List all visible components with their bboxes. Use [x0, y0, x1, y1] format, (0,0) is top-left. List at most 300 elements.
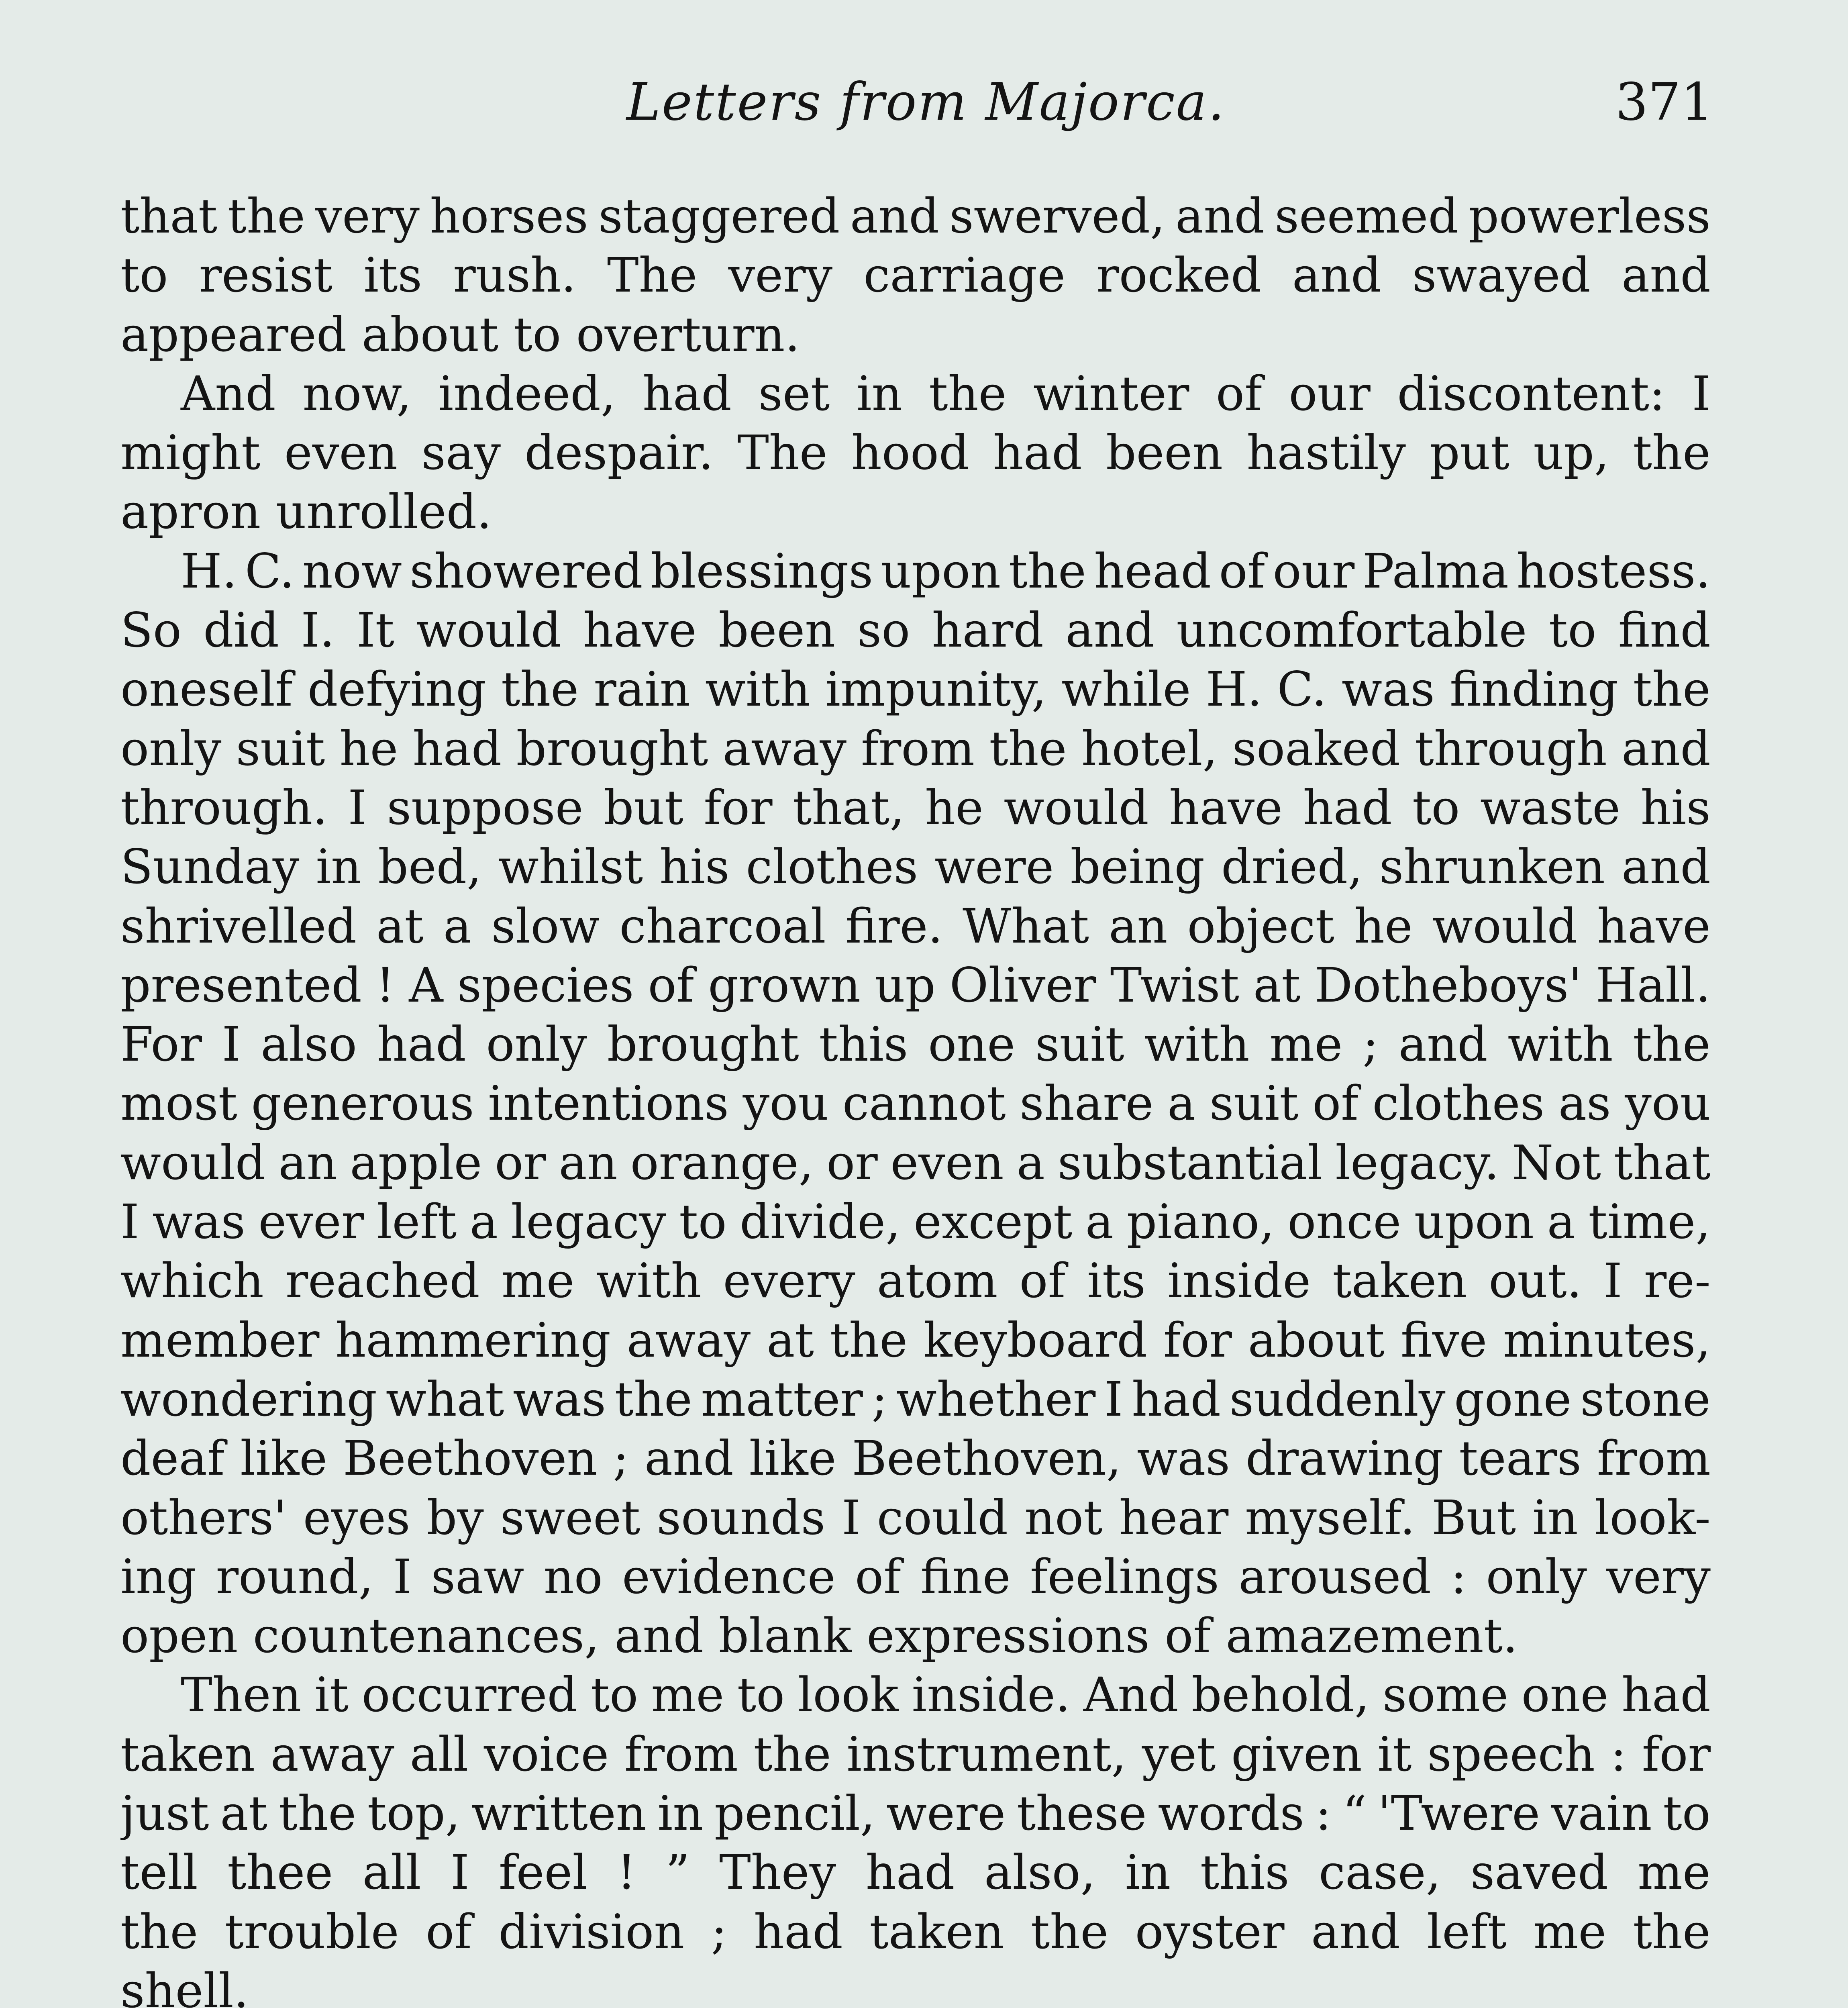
word: he [1354, 898, 1413, 954]
word: dried, [1221, 839, 1363, 895]
word: with [1144, 1016, 1250, 1072]
word: a [469, 1194, 498, 1250]
word: I [393, 1549, 412, 1604]
word: the [1030, 1904, 1109, 1959]
word: rain [594, 661, 690, 717]
word: of [1219, 543, 1265, 599]
word: myself. [1245, 1490, 1415, 1545]
word: Beethoven [343, 1430, 598, 1486]
word: impunity, [825, 661, 1047, 717]
word: apple [350, 1135, 482, 1190]
word: hostess. [1516, 543, 1711, 599]
text-line [120, 1902, 1711, 1961]
word: So [120, 602, 182, 658]
word: the [989, 720, 1067, 776]
word: been [718, 602, 836, 658]
word: I [1692, 365, 1711, 421]
word: object [1187, 898, 1334, 954]
word: Beethoven, [852, 1430, 1122, 1486]
word: : [1450, 1549, 1467, 1604]
word: I. [301, 602, 335, 658]
word: Not [1512, 1135, 1601, 1190]
word: speech [1427, 1726, 1595, 1782]
word: at [767, 1312, 814, 1368]
word: was [1137, 1430, 1230, 1486]
word: the [830, 1312, 908, 1368]
text-line: apron unrolled. [120, 484, 492, 540]
word: even [890, 1135, 1004, 1190]
word: sounds [657, 1490, 826, 1545]
word: whether [896, 1371, 1096, 1427]
word: a [1547, 1194, 1575, 1250]
word: whilst [498, 839, 643, 895]
word: me [1269, 1016, 1343, 1072]
word: all [362, 1845, 421, 1900]
word: its [363, 247, 422, 303]
word: and [1622, 839, 1711, 895]
text-line [120, 187, 1711, 246]
word: an [559, 1135, 618, 1190]
word: feel [498, 1845, 588, 1900]
text-line: shell. [120, 1963, 249, 2008]
word: had [1132, 1371, 1221, 1427]
word: fine [920, 1549, 1011, 1604]
word: and [1398, 1016, 1488, 1072]
word: to [1412, 780, 1460, 835]
word: to [120, 247, 168, 303]
word: suit [236, 720, 325, 776]
word: of [648, 957, 694, 1013]
word: from [624, 1726, 738, 1782]
word: with [596, 1253, 702, 1309]
word: also [261, 1016, 357, 1072]
word: a [1167, 1075, 1196, 1131]
word: matter [701, 1371, 863, 1427]
word: ing [120, 1549, 197, 1604]
word: in [657, 1786, 704, 1841]
word: charcoal [619, 898, 826, 954]
word: once [1287, 1194, 1401, 1250]
word: in [856, 365, 902, 421]
word: hastily [1246, 425, 1406, 481]
word: division [498, 1904, 685, 1959]
text-line [120, 542, 1711, 601]
word: me [651, 1667, 724, 1723]
word: brought [516, 720, 708, 776]
word: drawing [1245, 1430, 1444, 1486]
word: clothes [746, 839, 918, 895]
word: Twist [1110, 957, 1239, 1013]
word: C. [1277, 661, 1327, 717]
text-line: open countenances, and blank expressions of amazement. [120, 1608, 1518, 1664]
word: 'Twere [1378, 1786, 1540, 1841]
word: substantial [1057, 1135, 1323, 1190]
word: the [501, 661, 579, 717]
word: upon [881, 543, 1001, 599]
word: the [278, 1786, 357, 1841]
word: at [1253, 957, 1301, 1013]
word: cannot [842, 1075, 1006, 1131]
text-line [120, 1843, 1711, 1902]
word: for [704, 780, 773, 835]
word: horses [430, 188, 588, 244]
word: or [826, 1135, 878, 1190]
word: this [1200, 1845, 1289, 1900]
word: sweet [500, 1490, 640, 1545]
text-line [120, 1015, 1711, 1074]
word: intentions [488, 1075, 729, 1131]
word: ; [613, 1430, 629, 1486]
text-line [120, 1784, 1711, 1843]
word: and [850, 188, 939, 244]
word: inside [1167, 1253, 1311, 1309]
body-text [120, 187, 1711, 2008]
word: minutes, [1503, 1312, 1711, 1368]
word: yet [1142, 1726, 1216, 1782]
word: could [877, 1490, 1008, 1545]
word: winter [1033, 365, 1189, 421]
word: would [1004, 780, 1149, 835]
word: through [1415, 720, 1607, 776]
word: oneself [120, 661, 293, 717]
word: despair. [524, 425, 714, 481]
word: : [1610, 1726, 1627, 1782]
word: share [1020, 1075, 1154, 1131]
word: to [737, 1667, 785, 1723]
word: evidence [622, 1549, 836, 1604]
word: ! [375, 957, 395, 1013]
word: not [1024, 1490, 1103, 1545]
word: divide, [740, 1194, 901, 1250]
word: : [1315, 1786, 1332, 1841]
text-line [120, 1192, 1711, 1251]
word: the [1633, 1016, 1711, 1072]
word: say [421, 425, 501, 481]
word: had [377, 1016, 466, 1072]
text-line [120, 1665, 1711, 1724]
word: Palma [1362, 543, 1509, 599]
word: with [705, 661, 811, 717]
word: one [1521, 1667, 1609, 1723]
word: of [426, 1904, 472, 1959]
word: I [348, 780, 367, 835]
word: legacy [511, 1194, 666, 1250]
word: at [220, 1786, 268, 1841]
word: while [1061, 661, 1191, 717]
word: in [316, 839, 362, 895]
word: upon [1414, 1194, 1534, 1250]
text-line [120, 1311, 1711, 1370]
word: it [314, 1667, 349, 1723]
word: for [1163, 1312, 1232, 1368]
word: behold, [1191, 1667, 1370, 1723]
word: me [1533, 1904, 1607, 1959]
word: left [377, 1194, 457, 1250]
word: others' [120, 1490, 287, 1545]
word: which [120, 1253, 264, 1309]
word: every [723, 1253, 855, 1309]
word: Then [181, 1667, 302, 1723]
word: hammering [335, 1312, 611, 1368]
word: with [1507, 1016, 1613, 1072]
word: indeed, [438, 365, 616, 421]
word: uncomfortable [1176, 602, 1527, 658]
word: except [914, 1194, 1073, 1250]
word: top, [367, 1786, 461, 1841]
word: I [222, 1016, 241, 1072]
word: hear [1119, 1490, 1229, 1545]
word: me [1638, 1845, 1711, 1900]
word: the [1633, 425, 1711, 481]
word: a [1085, 1194, 1114, 1250]
word: now, [302, 365, 412, 421]
word: that [1613, 1135, 1711, 1190]
word: H. [1205, 661, 1263, 717]
word: away [626, 1312, 751, 1368]
word: being [1070, 839, 1205, 895]
word: only [486, 1016, 587, 1072]
word: I [450, 1845, 469, 1900]
word: For [120, 1016, 202, 1072]
word: the [227, 188, 305, 244]
word: you [1625, 1075, 1711, 1131]
word: ; [1363, 1016, 1379, 1072]
word: inside. [912, 1667, 1071, 1723]
word: rocked [1096, 247, 1261, 303]
word: The [607, 247, 698, 303]
text-line [120, 246, 1711, 305]
word: to [679, 1194, 727, 1250]
word: member [120, 1312, 320, 1368]
text-line [120, 1488, 1711, 1547]
word: shrivelled [120, 898, 357, 954]
word: some [1382, 1667, 1509, 1723]
word: waste [1480, 780, 1621, 835]
word: finding [1450, 661, 1618, 717]
word: of [1216, 365, 1262, 421]
word: clothes [1372, 1075, 1545, 1131]
word: a [443, 898, 472, 954]
word: the [1008, 543, 1086, 599]
word: swayed [1412, 247, 1591, 303]
word: The [737, 425, 828, 481]
word: I [1603, 1253, 1622, 1309]
word: from [1597, 1430, 1711, 1486]
word: carriage [863, 247, 1066, 303]
word: his [659, 839, 730, 895]
text-line [120, 660, 1711, 719]
word: put [1430, 425, 1510, 481]
word: taken [120, 1726, 255, 1782]
word: And [181, 365, 276, 421]
word: vain [1551, 1786, 1652, 1841]
text-line [120, 423, 1711, 482]
word: soaked [1232, 720, 1401, 776]
word: brought [607, 1016, 799, 1072]
word: resist [199, 247, 333, 303]
word: species [457, 957, 634, 1013]
word: in [1532, 1490, 1578, 1545]
word: at [376, 898, 424, 954]
word: generous [251, 1075, 474, 1131]
word: would [416, 602, 561, 658]
word: atom [877, 1253, 998, 1309]
word: I [842, 1490, 861, 1545]
word: a [1016, 1135, 1045, 1190]
word: words [1158, 1786, 1304, 1841]
word: Hall. [1595, 957, 1711, 1013]
word: ; [711, 1904, 727, 1959]
word: just [120, 1786, 209, 1841]
word: also, [984, 1845, 1096, 1900]
word: It [356, 602, 394, 658]
word: ” [665, 1845, 690, 1900]
word: voice [483, 1726, 609, 1782]
word: suit [1209, 1075, 1299, 1131]
word: that [120, 188, 218, 244]
word: A [409, 957, 443, 1013]
word: instrument, [846, 1726, 1127, 1782]
word: re- [1644, 1253, 1711, 1309]
word: of [1312, 1075, 1358, 1131]
text-line: appeared about to overturn. [120, 306, 800, 362]
page-header [0, 72, 1848, 145]
word: up, [1533, 425, 1609, 481]
text-line [120, 1429, 1711, 1488]
word: taken [869, 1904, 1004, 1959]
word: his [1640, 780, 1711, 835]
word: tears [1459, 1430, 1581, 1486]
word: been [1106, 425, 1223, 481]
word: oyster [1135, 1904, 1285, 1959]
word: seemed [1275, 188, 1458, 244]
word: up [875, 957, 936, 1013]
word: had [1303, 780, 1392, 835]
word: look [798, 1667, 899, 1723]
word: saw [431, 1549, 524, 1604]
text-line [120, 897, 1711, 956]
text-line [120, 1251, 1711, 1310]
word: and [1292, 247, 1381, 303]
text-line [120, 1074, 1711, 1133]
text-line [120, 1370, 1711, 1429]
word: even [284, 425, 398, 481]
word: the [753, 1726, 831, 1782]
word: all [410, 1726, 469, 1782]
text-line [120, 956, 1711, 1015]
word: ; [871, 1371, 888, 1427]
text-line [120, 364, 1711, 423]
word: did [203, 602, 279, 658]
word: I [120, 1194, 139, 1250]
text-line [120, 837, 1711, 896]
word: bed, [378, 839, 482, 895]
word: to [1663, 1786, 1711, 1841]
word: left [1427, 1904, 1507, 1959]
word: through. [120, 780, 328, 835]
word: ! [617, 1845, 636, 1900]
word: trouble [224, 1904, 399, 1959]
word: written [471, 1786, 647, 1841]
text-line [120, 719, 1711, 778]
word: would [120, 1135, 266, 1190]
word: deaf [120, 1430, 225, 1486]
word: had [754, 1904, 843, 1959]
word: ever [258, 1194, 364, 1250]
word: would [1432, 898, 1578, 954]
word: an [1109, 898, 1168, 954]
word: find [1618, 602, 1711, 658]
word: had [993, 425, 1082, 481]
word: was [513, 1371, 606, 1427]
running-title: Letters from Majorca. [626, 72, 1226, 132]
word: like [240, 1430, 328, 1486]
text-line [120, 778, 1711, 837]
word: eyes [303, 1490, 410, 1545]
word: rush. [453, 247, 576, 303]
word: had [865, 1845, 955, 1900]
word: wondering [120, 1371, 377, 1427]
word: feelings [1030, 1549, 1219, 1604]
word: it [1377, 1726, 1412, 1782]
word: he [339, 720, 398, 776]
text-line [120, 1725, 1711, 1784]
word: Sunday [120, 839, 300, 895]
word: aroused [1238, 1549, 1432, 1604]
word: to [1548, 602, 1597, 658]
word: and [1622, 247, 1711, 303]
word: our [1273, 543, 1355, 599]
word: “ [1342, 1786, 1367, 1841]
word: discontent: [1397, 365, 1665, 421]
word: defying [307, 661, 486, 717]
word: about [1248, 1312, 1385, 1368]
word: have [1597, 898, 1711, 954]
word: and [1175, 188, 1265, 244]
word: Dotheboys' [1314, 957, 1582, 1013]
word: orange, [630, 1135, 814, 1190]
word: pencil, [714, 1786, 875, 1841]
text-line [120, 1547, 1711, 1606]
word: presented [120, 957, 362, 1013]
word: like [749, 1430, 836, 1486]
word: have [1169, 780, 1283, 835]
word: head [1094, 543, 1212, 599]
text-line [120, 601, 1711, 660]
word: powerless [1469, 188, 1711, 244]
word: grown [708, 957, 861, 1013]
word: five [1400, 1312, 1487, 1368]
word: have [583, 602, 697, 658]
word: swerved, [949, 188, 1165, 244]
word: fire. [845, 898, 943, 954]
word: one [928, 1016, 1016, 1072]
word: of [1019, 1253, 1066, 1309]
word: by [426, 1490, 484, 1545]
word: piano, [1126, 1194, 1275, 1250]
word: thee [227, 1845, 333, 1900]
word: staggered [598, 188, 840, 244]
word: that, [793, 780, 905, 835]
word: and [1621, 720, 1711, 776]
word: but [604, 780, 683, 835]
word: set [758, 365, 830, 421]
word: of [855, 1549, 901, 1604]
word: What [963, 898, 1089, 954]
word: Oliver [949, 957, 1096, 1013]
word: legacy. [1335, 1135, 1499, 1190]
word: me [501, 1253, 575, 1309]
